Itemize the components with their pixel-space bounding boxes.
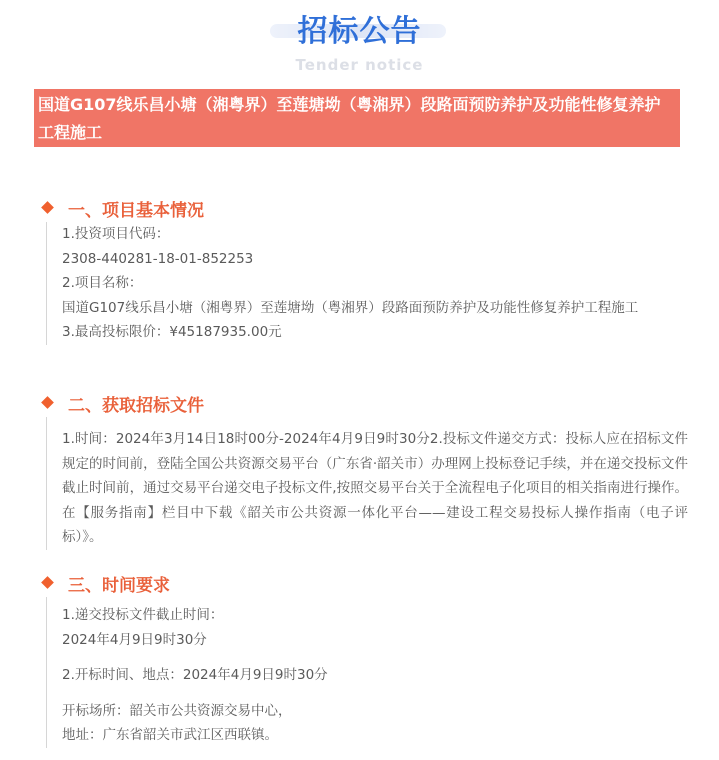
page-subtitle: Tender notice: [295, 56, 424, 74]
text-line: 2308-440281-18-01-852253: [62, 250, 254, 267]
section-title: 一、项目基本情况: [68, 201, 204, 221]
text-line: 国道G107线乐昌小塘（湘粤界）至莲塘坳（粤湘界）段路面预防养护及功能性修复养护工程施工: [62, 299, 639, 316]
diamond-bullet-icon: [41, 201, 54, 214]
section-title: 二、获取招标文件: [68, 396, 204, 416]
text-line: 2024年4月9日9时30分: [62, 631, 207, 648]
diamond-bullet-icon: [41, 576, 54, 589]
section-heading: [38, 389, 688, 417]
text-line: 2.项目名称：: [62, 275, 143, 291]
text-line: 2.开标时间、地点：2024年4月9日9时30分: [62, 667, 328, 683]
diamond-bullet-icon: [41, 396, 54, 409]
section-body: [46, 597, 688, 748]
section-heading: [38, 194, 688, 222]
text-line: 地址：广东省韶关市武江区西联镇。: [62, 727, 278, 743]
section-obtain-documents: [38, 389, 688, 550]
section-time-requirements: [38, 569, 688, 748]
text-line: 1.递交投标文件截止时间：: [62, 607, 224, 623]
page-title: 招标公告: [297, 14, 422, 49]
text-line: 开标场所：韶关市公共资源交易中心，: [62, 702, 292, 719]
section-heading: [38, 569, 688, 597]
text-paragraph: 1.时间：2024年3月14日18时00分-2024年4月9日9时30分2.投标文件递交方式：投标人应在招标文件规定的时间前，登陆全国公共资源交易平台（广东省·韶关市）办理网上投标登记手续，并在递交投标文件截止时间前，通过交易平台递交电子投标文件,按照交易平台关于全流程电子化项目的相关指南进行操作。在【服务指南】栏目中下载《韶关市公共资源一体化平台——建设工程交易投标人操作指南（电子评标）》。: [62, 431, 688, 545]
section-body: [46, 417, 688, 550]
text-line: 1.投资项目代码：: [62, 226, 170, 242]
project-title-banner: [34, 89, 680, 147]
header: [0, 0, 719, 90]
section-title: 三、时间要求: [68, 576, 170, 596]
section-body: [46, 222, 688, 345]
section-basic-info: [38, 194, 688, 345]
text-line: 3.最高投标限价：¥45187935.00元: [62, 324, 282, 340]
project-title-text: 国道G107线乐昌小塘（湘粤界）至莲塘坳（粤湘界）段路面预防养护及功能性修复养护工程施工: [38, 95, 661, 142]
